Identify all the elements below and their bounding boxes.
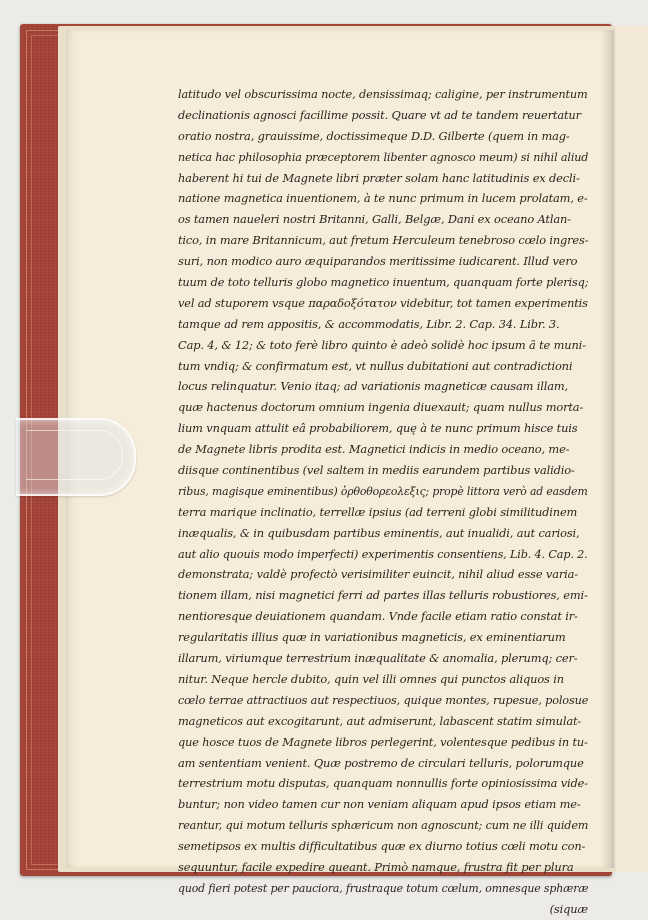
text-line: lium vnquam attulit eâ probabiliorem, quę à te nunc primum hisce tuis xyxy=(178,421,578,436)
text-line: vel ad stuporem vsque παραδοξότατον videbitur, tot tamen experimentis xyxy=(178,295,588,310)
text-line: natione magnetica inuentionem, à te nunc primum in lucem prolatam, e- xyxy=(178,191,588,206)
text-line: magneticos aut excogitarunt, aut admiserunt, labascent statim simulat- xyxy=(178,713,582,728)
text-line: netica hac philosophia præceptorem libenter agnosco meum) si nihil aliud xyxy=(178,149,589,164)
text-line: quod fieri potest per pauciora, frustraque totum cœlum, omnesque sphæræ xyxy=(178,880,589,895)
text-line: de Magnete libris prodita est. Magnetici indicis in medio oceano, me- xyxy=(178,442,570,457)
text-line: illarum, viriumque terrestrium inæqualitate & anomalia, plerumq; cer- xyxy=(178,651,578,666)
text-line: suri, non modico auro æquiparandos meritissime iudicarent. Illud vero xyxy=(178,254,578,269)
text-line: semetipsos ex multis difficultatibus quæ ex diurno totius cœli motu con- xyxy=(178,839,586,854)
text-line: nentioresque deuiationem quandam. Vnde facile etiam ratio constat ir- xyxy=(178,609,578,624)
text-line: aut alio quouis modo imperfecti) experimentis consentiens, Lib. 4. Cap. 2. xyxy=(178,546,588,561)
catchword: (siquæ xyxy=(549,901,588,916)
text-line: sequuntur, facile expedire queant. Primò namque, frustra fit per plura xyxy=(178,859,574,874)
text-line: tuum de toto telluris globo magnetico inuentum, quanquam forte plerisq; xyxy=(178,275,589,290)
text-line: terra marique inclinatio, terrellæ ipsius (ad terreni globi similitudinem xyxy=(178,504,578,519)
page-holder-strip-inner xyxy=(26,430,123,480)
text-line: que hosce tuos de Magnete libros perlegerint, volentesque pedibus in tu- xyxy=(178,734,588,749)
text-line: os tamen naueleri nostri Britanni, Galli, Belgæ, Dani ex oceano Atlan- xyxy=(178,212,571,227)
text-line: quæ hactenus doctorum omnium ingenia diuexauit; quam nullus morta- xyxy=(178,400,584,415)
text-line: ribus, magisque eminentibus) ὀρθοθορεολεξις; propè littora verò ad easdem xyxy=(178,483,588,498)
text-line: tionem illam, nisi magnetici ferri ad partes illas telluris robustiores, emi- xyxy=(178,588,588,603)
text-line: haberent hi tui de Magnete libri præter solam hanc latitudinis ex decli- xyxy=(178,170,580,185)
text-line: buntur; non video tamen cur non veniam aliquam apud ipsos etiam me- xyxy=(178,797,581,812)
text-line: regularitatis illius quæ in variationibus magneticis, ex eminentiarum xyxy=(178,630,566,645)
body-text xyxy=(178,84,588,920)
text-line: terrestrium motu disputas, quanquam nonnullis forte opiniosissima vide- xyxy=(178,776,588,791)
text-line: locus relinquatur. Venio itaq; ad variationis magneticæ causam illam, xyxy=(178,379,568,394)
text-line: tum vndiq; & confirmatum est, vt nullus dubitationi aut contradictioni xyxy=(178,358,573,373)
text-line: nitur. Neque hercle dubito, quin vel illi omnes qui punctos aliquos in xyxy=(178,671,564,686)
text-line: tico, in mare Britannicum, aut fretum Herculeum tenebroso cœlo ingres- xyxy=(178,233,589,248)
text-line: diisque continentibus (vel saltem in mediis earundem partibus validio- xyxy=(178,463,575,478)
text-line: cœlo terrae attractiuos aut respectiuos, quique montes, rupesue, polosue xyxy=(178,692,589,707)
text-line: tamque ad rem appositis, & accommodatis, Libr. 2. Cap. 34. Libr. 3. xyxy=(178,316,560,331)
text-line: oratio nostra, grauissime, doctissimeque D.D. Gilberte (quem in mag- xyxy=(178,128,570,143)
text-line: reantur, qui motum telluris sphæricum non agnoscunt; cum ne illi quidem xyxy=(178,818,589,833)
page-gutter xyxy=(600,30,614,868)
text-line: am sententiam venient. Quæ postremo de circulari telluris, polorumque xyxy=(178,755,584,770)
text-line: inæqualis, & in quibusdam partibus eminentis, aut inualidi, aut cariosi, xyxy=(178,525,580,540)
text-line: demonstrata; valdè profectò verisimiliter euincit, nihil aliud esse varia- xyxy=(178,567,578,582)
text-line: latitudo vel obscurissima nocte, densissimaq; caligine, per instrumentum xyxy=(178,87,588,101)
text-line: declinationis agnosci facillime possit. Quare vt ad te tandem reuertatur xyxy=(178,107,581,122)
text-line: Cap. 4, & 12; & toto ferè libro quinto è adeò solidè hoc ipsum ã te muni- xyxy=(178,337,586,352)
